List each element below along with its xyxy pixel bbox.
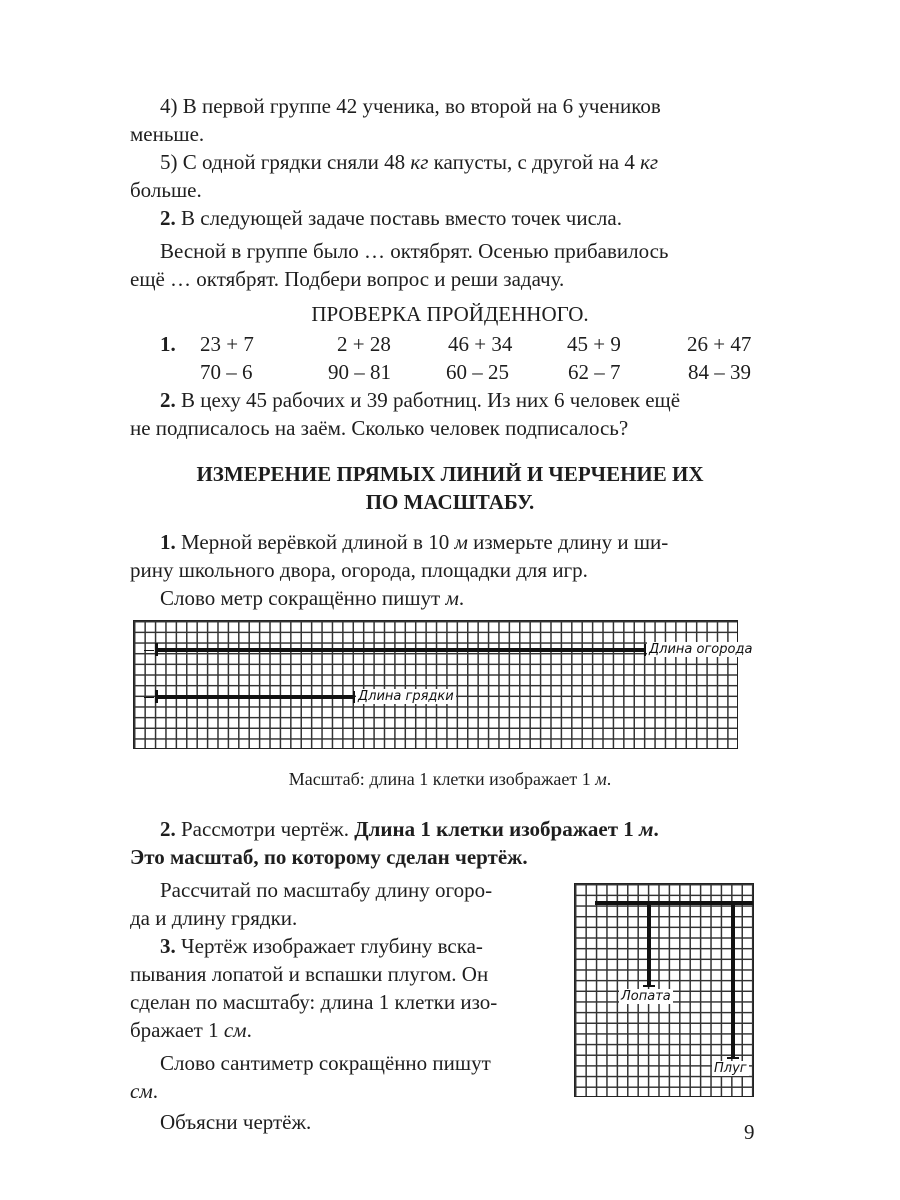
shovel-depth-line (647, 901, 651, 987)
bed-length-label: Длина грядки (358, 689, 454, 704)
unit-m: м (639, 817, 654, 841)
plough-label: Плуг (714, 1061, 747, 1076)
task-number: 3. (160, 934, 176, 958)
review-title: ПРОВЕРКА ПРОЙДЕННОГО. (311, 302, 589, 326)
page-number: 9 (744, 1120, 755, 1144)
cm-note-line2 (130, 1077, 158, 1105)
ground-surface-line (595, 901, 753, 905)
task-2b-line2: Это масштаб, по которому сделан чертёж. (130, 845, 528, 869)
section-title-line1: ИЗМЕРЕНИЕ ПРЯМЫХ ЛИНИЙ И ЧЕРЧЕНИЕ ИХ (196, 462, 704, 486)
task-end: . (246, 1018, 252, 1042)
task-text: Мерной верёвкой длиной в 10 (175, 530, 455, 554)
figure-1-caption (0, 767, 900, 791)
task-2-heading (130, 204, 622, 232)
task-2b-calc-line1: Рассчитай по масштабу длину огоро- (160, 878, 493, 902)
shovel-label: Лопата (621, 989, 671, 1004)
caption-text: Масштаб: длина 1 клетки изображает 1 (288, 769, 596, 789)
item-4-line2: меньше. (130, 122, 205, 146)
note-end: . (458, 586, 465, 610)
task-3-line1 (130, 932, 483, 960)
exercise-number: 1. (160, 332, 176, 356)
unit-m: м (454, 530, 468, 554)
expression: 46 + 34 (448, 332, 513, 356)
exercise-number: 2. (160, 388, 176, 412)
expression: 62 – 7 (568, 360, 621, 384)
task-text: Чертёж изображает глубину вска- (175, 934, 483, 958)
task-3-line4 (130, 1016, 252, 1044)
plough-depth-tick (727, 1057, 739, 1059)
explain-drawing: Объясни чертёж. (160, 1110, 312, 1134)
expression: 2 + 28 (337, 332, 391, 356)
task-number: 2. (160, 817, 176, 841)
section-title-line2: ПО МАСШТАБУ. (365, 490, 535, 514)
task-2b-calc-line2: да и длину грядки. (130, 906, 298, 930)
task-text: бражает 1 (130, 1018, 224, 1042)
unit-m: м (445, 586, 459, 610)
cm-note-line1: Слово сантиметр сокращённо пишут (160, 1051, 491, 1075)
expression: 45 + 9 (567, 332, 621, 356)
bed-line-start-tick (155, 690, 158, 703)
metre-note (130, 584, 464, 612)
expression: 90 – 81 (328, 360, 391, 384)
garden-line-start-tick (155, 643, 158, 656)
item-5-text-a: 5) С одной грядки сняли 48 (160, 150, 411, 174)
item-5-line1 (130, 148, 658, 176)
expression: 23 + 7 (200, 332, 254, 356)
unit-kg: кг (640, 150, 659, 174)
expression: 60 – 25 (446, 360, 509, 384)
task-number: 2. (160, 206, 176, 230)
expression: 70 – 6 (200, 360, 253, 384)
scale-end: . (653, 817, 659, 841)
exercise-2-line1 (130, 386, 680, 414)
exercise-text: В цеху 45 рабочих и 39 работниц. Из них 6 человек ещё (175, 388, 681, 412)
bed-length-line (155, 695, 355, 699)
task-text: измерьте длину и ши- (467, 530, 669, 554)
expression: 84 – 39 (688, 360, 751, 384)
task-3-line3: сделан по масштабу: длина 1 клетки изо- (130, 990, 498, 1014)
caption-end: . (606, 769, 612, 789)
section-task-1-line1 (130, 528, 668, 556)
unit-cm: см (223, 1018, 247, 1042)
bed-line-end-tick (353, 691, 355, 703)
task-2-body-line2: ещё … октябрят. Подбери вопрос и реши задачу. (130, 267, 565, 291)
expression: 26 + 47 (687, 332, 752, 356)
bed-line-lead (144, 697, 154, 698)
exercise-1-row2 (0, 358, 900, 386)
unit-m: м (595, 769, 607, 789)
figure-1-grid (133, 620, 738, 749)
item-5-line2: больше. (130, 178, 202, 202)
exercise-2-line2: не подписалось на заём. Сколько человек подписалось? (130, 416, 629, 440)
task-3-line2: пывания лопатой и вспашки плугом. Он (130, 962, 489, 986)
note-end: . (152, 1079, 158, 1103)
garden-length-label: Длина огорода (649, 642, 753, 657)
shovel-depth-tick (643, 985, 655, 987)
garden-line-end-tick (644, 644, 646, 656)
section-task-1-line2: рину школьного двора, огорода, площадки для игр. (130, 558, 588, 582)
garden-line-lead (144, 650, 154, 651)
unit-kg: кг (410, 150, 429, 174)
task-2b-line1 (130, 815, 659, 843)
note-text: Слово метр сокращённо пишут (160, 586, 446, 610)
task-text: Рассмотри чертёж. (175, 817, 355, 841)
exercise-1-row1 (0, 330, 900, 358)
item-4-line1: 4) В первой группе 42 ученика, во второй на 6 учеников (160, 94, 661, 118)
task-text: В следующей задаче поставь вместо точек числа. (175, 206, 622, 230)
garden-length-line (155, 648, 646, 652)
unit-cm: см (130, 1079, 153, 1103)
task-2-body-line1: Весной в группе было … октябрят. Осенью прибавилось (160, 239, 669, 263)
plough-depth-line (731, 901, 735, 1059)
item-5-text-b: капусты, с другой на 4 (428, 150, 641, 174)
task-number: 1. (160, 530, 176, 554)
scale-statement: Длина 1 клетки изображает 1 (354, 817, 640, 841)
